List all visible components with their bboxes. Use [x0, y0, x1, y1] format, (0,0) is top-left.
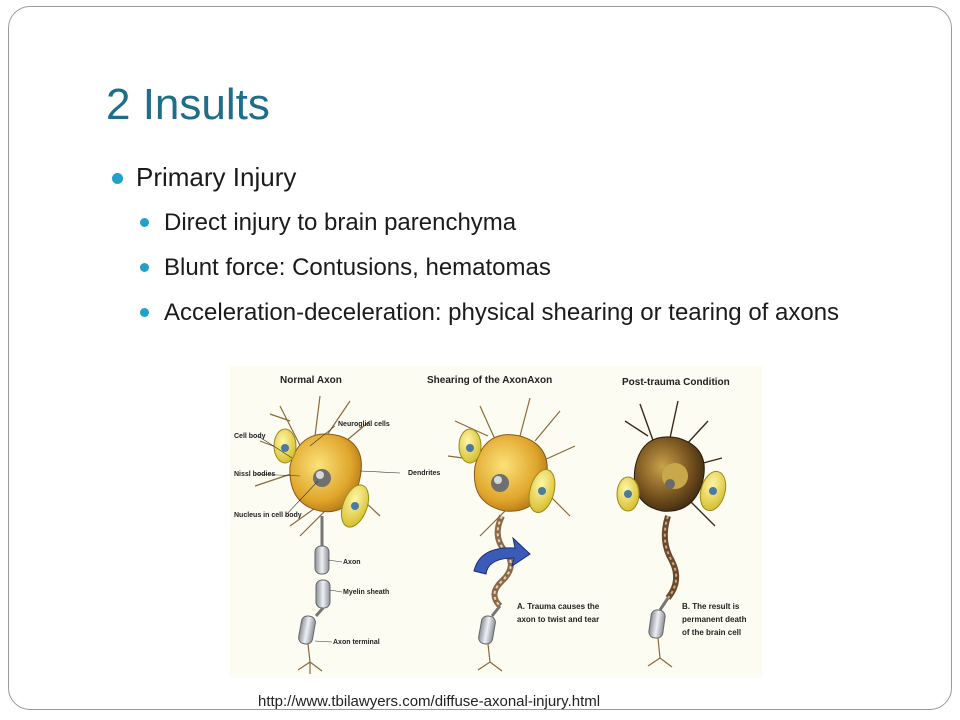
- normal-neuron: [255, 396, 380, 674]
- label-myelin-sheath: Myelin sheath: [343, 589, 390, 596]
- axon-injury-illustration: [230, 366, 762, 678]
- bullet-acceleration: [140, 297, 892, 328]
- panel-title-post-trauma: Post-trauma Condition: [622, 377, 730, 388]
- label-nissl-bodies: Nissl bodies: [234, 471, 276, 478]
- bullet-text: Primary Injury: [136, 162, 297, 192]
- caption-b-line3: of the brain cell: [682, 628, 742, 637]
- label-axon-terminal: Axon terminal: [333, 639, 380, 646]
- source-link[interactable]: http://www.tbilawyers.com/diffuse-axonal-injury.html: [258, 693, 601, 710]
- bullet-list: [112, 162, 892, 342]
- label-nucleus: Nucleus in cell body: [234, 512, 302, 519]
- label-neuroglial-cells: Neuroglial cells: [338, 421, 390, 428]
- label-axon: Axon: [343, 559, 361, 566]
- panel-title-shearing: Shearing of the AxonAxon: [427, 375, 553, 386]
- bullet-dot-icon: [140, 308, 149, 317]
- bullet-dot-icon: [140, 218, 149, 227]
- bullet-text: Blunt force: Contusions, hematomas: [164, 254, 551, 281]
- bullet-primary-injury: [112, 162, 892, 193]
- caption-a-line1: A. Trauma causes the: [517, 602, 600, 611]
- caption-b-line1: B. The result is: [682, 602, 740, 611]
- bullet-dot-icon: [112, 173, 123, 184]
- bullet-text: Direct injury to brain parenchyma: [164, 209, 517, 236]
- bullet-dot-icon: [140, 263, 149, 272]
- label-cell-body: Cell body: [234, 433, 266, 440]
- caption-a-line2: axon to twist and tear: [517, 615, 600, 624]
- bullet-direct-injury: [140, 207, 892, 238]
- bullet-blunt-force: [140, 252, 892, 283]
- bullet-text: Acceleration-deceleration: physical shearing or tearing of axons: [164, 299, 840, 326]
- caption-b-line2: permanent death: [682, 615, 747, 624]
- shearing-neuron: [448, 398, 575, 671]
- label-dendrites: Dendrites: [408, 470, 441, 477]
- panel-title-normal: Normal Axon: [280, 375, 342, 386]
- slide-title: 2 Insults: [106, 80, 270, 129]
